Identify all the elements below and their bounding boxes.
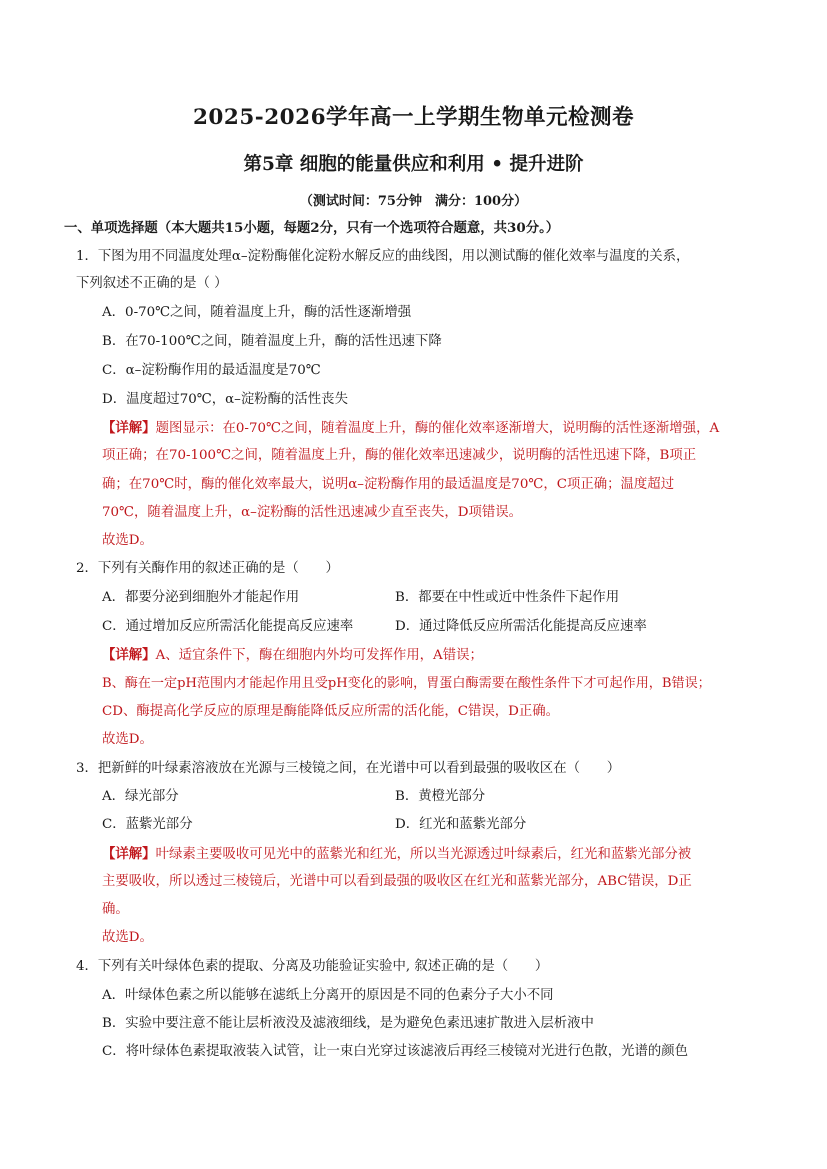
q1-explanation-text1: 题图显示：在0-70℃之间，随着温度上升，酶的催化效率逐渐增大，说明酶的活性逐渐增强，A bbox=[155, 421, 720, 436]
q1-answer: 故选D。 bbox=[102, 533, 153, 548]
q2-explanation-text1: A、适宜条件下，酶在细胞内外均可发挥作用，A错误； bbox=[155, 648, 483, 663]
q3-explanation-text1: 叶绿素主要吸收可见光中的蓝紫光和红光，所以当光源透过叶绿素后，红光和蓝紫光部分被 bbox=[155, 847, 692, 862]
q4-stem: 4．下列有关叶绿体色素的提取、分离及功能验证实验中, 叙述正确的是（ ） bbox=[76, 959, 549, 974]
q3-stem: 3．把新鲜的叶绿素溶液放在光源与三棱镜之间，在光谱中可以看到最强的吸收区在（ ） bbox=[76, 761, 621, 776]
q2-option-c: C．通过增加反应所需活化能提高反应速率 bbox=[102, 619, 354, 634]
q4-option-a: A．叶绿体色素之所以能够在滤纸上分离开的原因是不同的色素分子大小不同 bbox=[102, 988, 554, 1003]
section-heading: 一、单项选择题（本大题共15小题，每题2分，只有一个选项符合题意，共30分。） bbox=[64, 220, 560, 236]
q1-stem-line1: 1．下图为用不同温度处理α–淀粉酶催化淀粉水解反应的曲线图，用以测试酶的催化效率与温度的关系， bbox=[76, 249, 690, 264]
q3-explanation-line1 bbox=[102, 844, 691, 865]
q2-detail-tag: 【详解】 bbox=[102, 647, 156, 663]
q2-option-a: A．都要分泌到细胞外才能起作用 bbox=[102, 590, 300, 605]
test-meta: （测试时间：75分钟 满分：100分） bbox=[299, 194, 528, 209]
q1-stem-line2: 下列叙述不正确的是（ ） bbox=[76, 276, 228, 291]
q1-detail-tag: 【详解】 bbox=[102, 420, 156, 436]
q2-option-d: D．通过降低反应所需活化能提高反应速率 bbox=[395, 619, 647, 634]
q1-explanation-line1 bbox=[102, 418, 719, 439]
chapter-subtitle: 第5章 细胞的能量供应和利用 • 提升进阶 bbox=[243, 154, 584, 175]
q1-option-d: D．温度超过70℃，α–淀粉酶的活性丧失 bbox=[102, 392, 348, 407]
q1-option-b: B．在70-100℃之间，随着温度上升，酶的活性迅速下降 bbox=[102, 334, 442, 349]
q1-explanation-line4: 70℃，随着温度上升，α–淀粉酶的活性迅速减少直至丧失，D项错误。 bbox=[102, 505, 523, 520]
q3-option-b: B．黄橙光部分 bbox=[395, 789, 486, 804]
q3-explanation-line2: 主要吸收，所以透过三棱镜后，光谱中可以看到最强的吸收区在红光和蓝紫光部分，ABC错误，D正 bbox=[102, 874, 692, 889]
q3-option-c: C．蓝紫光部分 bbox=[102, 817, 193, 832]
q4-option-b: B．实验中要注意不能让层析液没及滤液细线，是为避免色素迅速扩散进入层析液中 bbox=[102, 1016, 594, 1031]
q2-explanation-line1 bbox=[102, 645, 483, 666]
q2-option-b: B．都要在中性或近中性条件下起作用 bbox=[395, 590, 620, 605]
q2-explanation-line3: CD、酶提高化学反应的原理是酶能降低反应所需的活化能，C错误，D正确。 bbox=[102, 704, 560, 719]
q4-option-c: C．将叶绿体色素提取液装入试管，让一束白光穿过该滤液后再经三棱镜对光进行色散，光谱的颜色 bbox=[102, 1044, 689, 1059]
q2-explanation-line2: B、酶在一定pH范围内才能起作用且受pH变化的影响，胃蛋白酶需要在酸性条件下才可起作用，B错误； bbox=[102, 676, 711, 691]
q3-answer: 故选D。 bbox=[102, 930, 153, 945]
q2-stem: 2．下列有关酶作用的叙述正确的是（ ） bbox=[76, 561, 339, 576]
q1-option-c: C．α–淀粉酶作用的最适温度是70℃ bbox=[102, 363, 321, 378]
q1-explanation-line3: 确；在70℃时，酶的催化效率最大，说明α–淀粉酶作用的最适温度是70℃，C项正确；温度超过 bbox=[102, 477, 675, 492]
document-title: 2025-2026学年高一上学期生物单元检测卷 bbox=[192, 105, 635, 130]
q2-answer: 故选D。 bbox=[102, 732, 153, 747]
q3-detail-tag: 【详解】 bbox=[102, 846, 156, 862]
q3-explanation-line3: 确。 bbox=[102, 902, 129, 917]
q1-option-a: A．0-70℃之间，随着温度上升，酶的活性逐渐增强 bbox=[102, 305, 412, 320]
q3-option-d: D．红光和蓝紫光部分 bbox=[395, 817, 527, 832]
q1-explanation-line2: 项正确；在70-100℃之间，随着温度上升，酶的催化效率迅速减少，说明酶的活性迅速下降，B项正 bbox=[102, 448, 697, 463]
q3-option-a: A．绿光部分 bbox=[102, 789, 179, 804]
